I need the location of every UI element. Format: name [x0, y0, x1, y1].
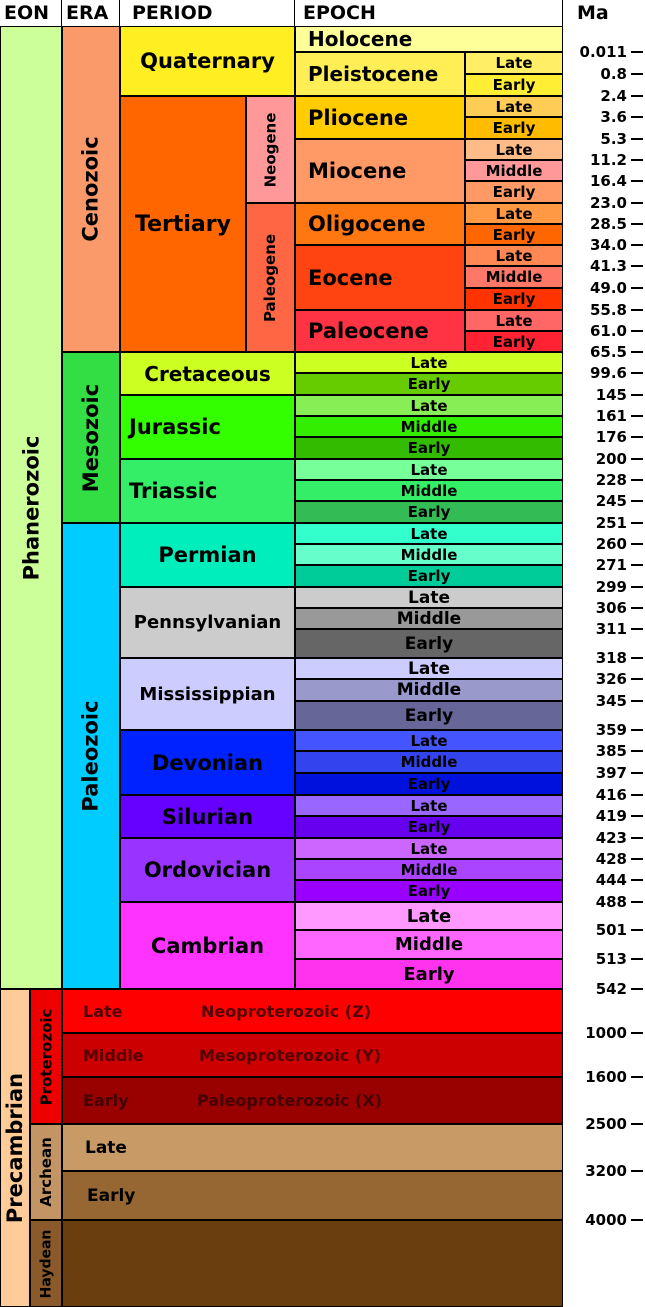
ma-tick-line: [631, 901, 643, 903]
sub-miocene-early: Early: [465, 181, 563, 203]
sub-ordovician-late: Late: [295, 838, 563, 859]
epoch-pleistocene: Pleistocene: [295, 52, 465, 96]
ma-tick-line: [631, 95, 643, 97]
ma-tick: [563, 427, 645, 447]
ma-tick-line: [631, 879, 643, 881]
ma-tick-label: 228: [595, 471, 627, 489]
ma-tick-line: [631, 678, 643, 680]
ma-tick-label: 501: [595, 921, 627, 939]
ma-tick: [563, 86, 645, 106]
ma-tick-label: 326: [595, 670, 627, 688]
period-ordovician: Ordovician: [120, 838, 295, 902]
sub-miocene-middle: Middle: [465, 160, 563, 181]
ma-tick-line: [631, 244, 643, 246]
ma-tick-line: [631, 837, 643, 839]
ma-tick-label: 271: [595, 556, 627, 574]
ma-tick: [563, 949, 645, 969]
ma-tick: [563, 342, 645, 362]
sub-pleistocene-late: Late: [465, 52, 563, 74]
ma-tick: [563, 235, 645, 255]
sub-oligocene-early: Early: [465, 224, 563, 245]
ma-tick-line: [631, 351, 643, 353]
ma-tick-label: 161: [595, 407, 627, 425]
header-epoch: EPOCH: [295, 0, 563, 26]
sub-paleocene-late: Late: [465, 310, 563, 331]
ma-tick-line: [631, 729, 643, 731]
proterozoic-row-late: [62, 989, 563, 1033]
ma-tick-label: 299: [595, 578, 627, 596]
epoch-oligocene: Oligocene: [295, 203, 465, 245]
sub-devonian-early: Early: [295, 773, 563, 795]
ma-tick: [563, 1210, 645, 1230]
ma-tick-label: 41.3: [589, 257, 627, 275]
sub-triassic-early: Early: [295, 501, 563, 523]
ma-tick-line: [631, 564, 643, 566]
sub-permian-early: Early: [295, 565, 563, 587]
ma-tick-line: [631, 700, 643, 702]
ma-tick-label: 345: [595, 692, 627, 710]
sub-cretaceous-early: Early: [295, 373, 563, 395]
ma-tick-line: [631, 138, 643, 140]
ma-tick: [563, 150, 645, 170]
period-paleogene: [246, 203, 295, 352]
ma-tick-line: [631, 180, 643, 182]
ma-tick-label: 0.8: [600, 65, 627, 83]
ma-tick-line: [631, 988, 643, 990]
sub-mississippian-late: Late: [295, 658, 563, 679]
era-cenozoic-label: Cenozoic: [79, 136, 104, 242]
period-cambrian: Cambrian: [120, 902, 295, 989]
ma-tick: [563, 256, 645, 276]
ma-tick-label: 3.6: [600, 108, 627, 126]
ma-tick-label: 513: [595, 950, 627, 968]
eon-precambrian-label: Precambrian: [3, 1072, 28, 1224]
ma-tick-label: 61.0: [589, 322, 627, 340]
sub-silurian-early: Early: [295, 816, 563, 838]
proterozoic-row-early: [62, 1077, 563, 1124]
ma-tick-line: [631, 815, 643, 817]
sub-cambrian-early: Early: [295, 959, 563, 989]
haydean-row: [62, 1220, 563, 1307]
ma-tick-label: 3200: [585, 1162, 627, 1180]
period-neogene-label: Neogene: [261, 112, 280, 187]
ma-tick-label: 65.5: [589, 343, 627, 361]
ma-tick-line: [631, 223, 643, 225]
ma-tick: [563, 449, 645, 469]
period-silurian: Silurian: [120, 795, 295, 838]
ma-tick: [563, 1114, 645, 1134]
ma-tick-line: [631, 287, 643, 289]
ma-tick: [563, 1023, 645, 1043]
ma-tick-label: 260: [595, 535, 627, 553]
era-paleozoic: [62, 523, 120, 989]
sub-cambrian-middle: Middle: [295, 930, 563, 959]
period-cretaceous: Cretaceous: [120, 352, 295, 395]
ma-tick: [563, 1067, 645, 1087]
sub-triassic-middle: Middle: [295, 480, 563, 501]
ma-tick-label: 55.8: [589, 301, 627, 319]
ma-tick: [563, 555, 645, 575]
sub-triassic-late: Late: [295, 459, 563, 480]
ma-tick: [563, 1161, 645, 1181]
ma-tick-label: 23.0: [589, 194, 627, 212]
ma-tick: [563, 171, 645, 191]
ma-tick: [563, 669, 645, 689]
ma-tick-line: [631, 794, 643, 796]
ma-tick-label: 542: [595, 980, 627, 998]
ma-tick-line: [631, 858, 643, 860]
era-mesozoic: [62, 352, 120, 523]
proterozoic-middle-name: Mesoproterozoic (Y): [199, 1045, 382, 1065]
ma-tick: [563, 598, 645, 618]
ma-tick-label: 397: [595, 764, 627, 782]
ma-tick-label: 34.0: [589, 236, 627, 254]
ma-tick: [563, 107, 645, 127]
ma-tick-label: 11.2: [589, 151, 627, 169]
ma-tick: [563, 892, 645, 912]
ma-tick-line: [631, 1170, 643, 1172]
era-mesozoic-label: Mesozoic: [79, 383, 103, 492]
ma-tick: [563, 741, 645, 761]
ma-tick-label: 318: [595, 649, 627, 667]
ma-tick-label: 306: [595, 599, 627, 617]
ma-tick-line: [631, 500, 643, 502]
proterozoic-middle-stage: Middle: [83, 1045, 144, 1065]
ma-tick-line: [631, 330, 643, 332]
sub-cambrian-late: Late: [295, 902, 563, 930]
ma-tick-label: 99.6: [589, 364, 627, 382]
epoch-holocene: Holocene: [295, 26, 563, 52]
sub-ordovician-middle: Middle: [295, 859, 563, 880]
era-haydean: [30, 1220, 62, 1307]
eon-phanerozoic-label: Phanerozoic: [19, 435, 44, 580]
era-archean: [30, 1124, 62, 1220]
sub-pliocene-early: Early: [465, 117, 563, 139]
ma-tick: [563, 470, 645, 490]
epoch-eocene: Eocene: [295, 245, 465, 310]
header-era: ERA: [62, 0, 120, 26]
ma-tick-label: 245: [595, 492, 627, 510]
sub-pliocene-late: Late: [465, 96, 563, 117]
ma-tick: [563, 42, 645, 62]
ma-tick: [563, 300, 645, 320]
ma-tick-label: 16.4: [589, 172, 627, 190]
ma-tick-line: [631, 1076, 643, 1078]
ma-tick: [563, 849, 645, 869]
ma-tick-label: 419: [595, 807, 627, 825]
ma-tick: [563, 491, 645, 511]
ma-tick: [563, 720, 645, 740]
ma-tick: [563, 920, 645, 940]
sub-permian-middle: Middle: [295, 544, 563, 565]
ma-tick-line: [631, 1123, 643, 1125]
sub-ordovician-early: Early: [295, 880, 563, 902]
ma-tick-line: [631, 607, 643, 609]
ma-tick: [563, 363, 645, 383]
sub-jurassic-early: Early: [295, 437, 563, 459]
proterozoic-late-stage: Late: [83, 1001, 123, 1021]
ma-tick-label: 488: [595, 893, 627, 911]
ma-tick: [563, 763, 645, 783]
ma-tick: [563, 806, 645, 826]
epoch-pliocene: Pliocene: [295, 96, 465, 139]
period-pennsylvanian: Pennsylvanian: [120, 587, 295, 658]
ma-tick-label: 28.5: [589, 215, 627, 233]
ma-tick: [563, 406, 645, 426]
ma-tick-line: [631, 628, 643, 630]
sub-pennsylvanian-late: Late: [295, 587, 563, 608]
ma-tick-label: 5.3: [600, 130, 627, 148]
ma-tick-label: 311: [595, 620, 627, 638]
ma-tick-line: [631, 458, 643, 460]
ma-tick: [563, 691, 645, 711]
era-cenozoic: [62, 26, 120, 352]
proterozoic-row-middle: [62, 1033, 563, 1077]
ma-tick-label: 145: [595, 386, 627, 404]
ma-tick-line: [631, 309, 643, 311]
ma-tick-line: [631, 73, 643, 75]
era-archean-label: Archean: [37, 1137, 55, 1207]
ma-tick-label: 385: [595, 742, 627, 760]
ma-tick-line: [631, 543, 643, 545]
ma-tick: [563, 577, 645, 597]
eon-precambrian: [0, 989, 30, 1307]
ma-tick-label: 176: [595, 428, 627, 446]
ma-tick-line: [631, 750, 643, 752]
ma-tick: [563, 193, 645, 213]
ma-tick: [563, 979, 645, 999]
ma-tick-label: 416: [595, 786, 627, 804]
period-neogene: [246, 96, 295, 203]
ma-tick: [563, 129, 645, 149]
period-tertiary: Tertiary: [120, 96, 246, 352]
ma-tick-line: [631, 522, 643, 524]
sub-pennsylvanian-middle: Middle: [295, 608, 563, 629]
ma-tick-line: [631, 657, 643, 659]
ma-tick: [563, 648, 645, 668]
epoch-paleocene: Paleocene: [295, 310, 465, 352]
ma-tick-label: 444: [595, 871, 627, 889]
ma-tick-label: 359: [595, 721, 627, 739]
archean-row-late: Late: [62, 1124, 563, 1171]
sub-miocene-late: Late: [465, 139, 563, 160]
ma-tick-label: 0.011: [579, 43, 627, 61]
header-eon: EON: [0, 0, 62, 26]
sub-jurassic-late: Late: [295, 395, 563, 416]
ma-tick-label: 1600: [585, 1068, 627, 1086]
sub-eocene-late: Late: [465, 245, 563, 266]
sub-oligocene-late: Late: [465, 203, 563, 224]
ma-tick: [563, 870, 645, 890]
sub-permian-late: Late: [295, 523, 563, 544]
ma-tick: [563, 321, 645, 341]
ma-tick-label: 251: [595, 514, 627, 532]
ma-tick-line: [631, 265, 643, 267]
ma-tick: [563, 214, 645, 234]
sub-jurassic-middle: Middle: [295, 416, 563, 437]
ma-tick: [563, 534, 645, 554]
ma-tick-line: [631, 1219, 643, 1221]
ma-tick-line: [631, 202, 643, 204]
ma-tick-label: 2.4: [600, 87, 627, 105]
sub-mississippian-early: Early: [295, 701, 563, 730]
header-ma: Ma: [563, 0, 645, 26]
epoch-miocene: Miocene: [295, 139, 465, 203]
archean-row-early: Early: [62, 1171, 563, 1220]
sub-eocene-early: Early: [465, 288, 563, 310]
period-mississippian: Mississippian: [120, 658, 295, 730]
eon-phanerozoic: [0, 26, 62, 989]
proterozoic-early-name: Paleoproterozoic (X): [197, 1091, 382, 1110]
era-proterozoic-label: Proterozoic: [37, 1008, 55, 1105]
ma-tick: [563, 385, 645, 405]
sub-devonian-late: Late: [295, 730, 563, 751]
ma-tick-line: [631, 479, 643, 481]
ma-tick-label: 2500: [585, 1115, 627, 1133]
header-period: PERIOD: [120, 0, 295, 26]
proterozoic-early-stage: Early: [83, 1091, 129, 1110]
period-triassic: Triassic: [120, 459, 295, 523]
period-paleogene-label: Paleogene: [261, 233, 280, 322]
ma-tick-line: [631, 929, 643, 931]
ma-tick-line: [631, 51, 643, 53]
sub-cretaceous-late: Late: [295, 352, 563, 373]
ma-tick: [563, 785, 645, 805]
ma-tick: [563, 828, 645, 848]
ma-tick-label: 4000: [585, 1211, 627, 1229]
period-devonian: Devonian: [120, 730, 295, 795]
ma-tick-label: 423: [595, 829, 627, 847]
period-permian: Permian: [120, 523, 295, 587]
ma-tick-label: 1000: [585, 1024, 627, 1042]
proterozoic-late-name: Neoproterozoic (Z): [201, 1001, 372, 1021]
era-proterozoic: [30, 989, 62, 1124]
sub-mississippian-middle: Middle: [295, 679, 563, 701]
ma-tick-line: [631, 116, 643, 118]
ma-tick-line: [631, 372, 643, 374]
ma-tick-line: [631, 958, 643, 960]
period-quaternary: Quaternary: [120, 26, 295, 96]
ma-tick-line: [631, 415, 643, 417]
ma-tick: [563, 64, 645, 84]
ma-tick-line: [631, 394, 643, 396]
sub-devonian-middle: Middle: [295, 751, 563, 773]
ma-tick-line: [631, 586, 643, 588]
ma-tick: [563, 513, 645, 533]
ma-tick-label: 428: [595, 850, 627, 868]
sub-eocene-middle: Middle: [465, 266, 563, 288]
sub-silurian-late: Late: [295, 795, 563, 816]
ma-tick-label: 200: [595, 450, 627, 468]
ma-tick-line: [631, 1032, 643, 1034]
period-jurassic: Jurassic: [120, 395, 295, 459]
ma-tick-label: 49.0: [589, 279, 627, 297]
ma-tick-line: [631, 772, 643, 774]
sub-paleocene-early: Early: [465, 331, 563, 352]
ma-tick-line: [631, 436, 643, 438]
era-haydean-label: Haydean: [38, 1229, 55, 1298]
era-paleozoic-label: Paleozoic: [79, 700, 104, 812]
ma-tick: [563, 278, 645, 298]
ma-tick: [563, 619, 645, 639]
sub-pleistocene-early: Early: [465, 74, 563, 96]
sub-pennsylvanian-early: Early: [295, 629, 563, 658]
ma-tick-line: [631, 159, 643, 161]
